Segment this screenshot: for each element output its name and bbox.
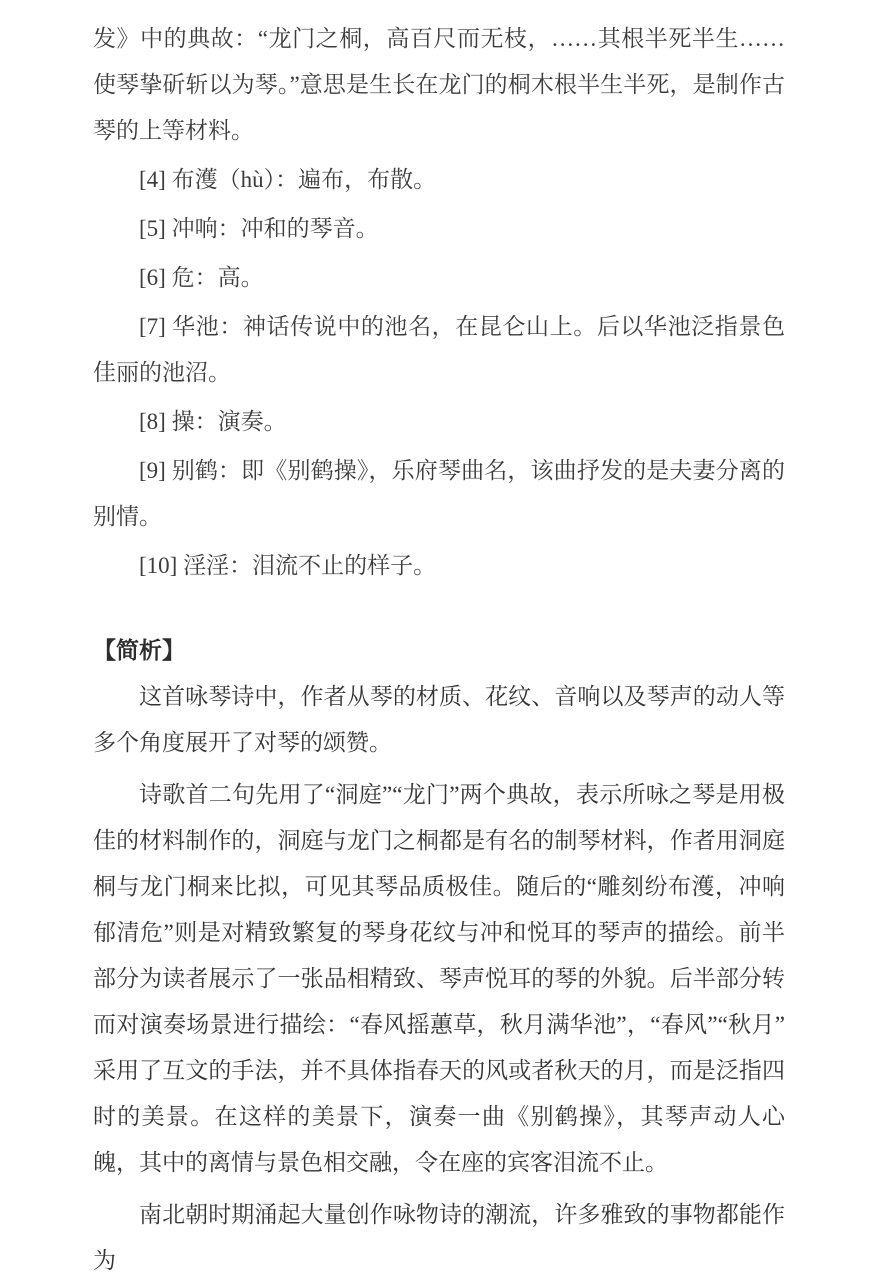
analysis-heading: 【简析】	[93, 638, 185, 663]
analysis-section	[93, 628, 785, 1284]
note-item-10: [10] 淫淫：泪流不止的样子。	[139, 553, 437, 578]
continuation-paragraph: 发》中的典故：“龙门之桐，高百尺而无枝，……其根半死半生……使琴挚斫斩以为琴。”意思是生长在龙门的桐木根半生半死，是制作古琴的上等材料。	[93, 26, 785, 143]
analysis-paragraph-1: 这首咏琴诗中，作者从琴的材质、花纹、音响以及琴声的动人等多个角度展开了对琴的颂赞。	[93, 684, 785, 755]
note-item-5: [5] 冲响：冲和的琴音。	[139, 216, 379, 241]
note-item-7: [7] 华池：神话传说中的池名，在昆仑山上。后以华池泛指景色佳丽的池沼。	[93, 314, 785, 385]
notes-section	[93, 16, 785, 589]
note-item-4: [4] 布濩（hù）：遍布，布散。	[139, 167, 437, 192]
analysis-paragraph-2: 诗歌首二句先用了“洞庭”“龙门”两个典故，表示所咏之琴是用极佳的材料制作的，洞庭与龙门之桐都是有名的制琴材料，作者用洞庭桐与龙门桐来比拟，可见其琴品质极佳。随后的“雕刻纷布濩，冲响郁清危”则是对精致繁复的琴身花纹与冲和悦耳的琴声的描绘。前半部分为读者展示了一张品相精致、琴声悦耳的琴的外貌。后半部分转而对演奏场景进行描绘：“春风摇蕙草，秋月满华池”，“春风”“秋月”采用了互文的手法，并不具体指春天的风或者秋天的月，而是泛指四时的美景。在这样的美景下，演奏一曲《别鹤操》，其琴声动人心魄，其中的离情与景色相交融，令在座的宾客泪流不止。	[93, 782, 785, 1175]
note-item-6: [6] 危：高。	[139, 265, 264, 290]
note-item-8: [8] 操：演奏。	[139, 409, 287, 434]
analysis-paragraph-3: 南北朝时期涌起大量创作咏物诗的潮流，许多雅致的事物都能作为	[93, 1202, 785, 1273]
note-item-9: [9] 别鹤：即《别鹤操》，乐府琴曲名，该曲抒发的是夫妻分离的别情。	[93, 458, 785, 529]
